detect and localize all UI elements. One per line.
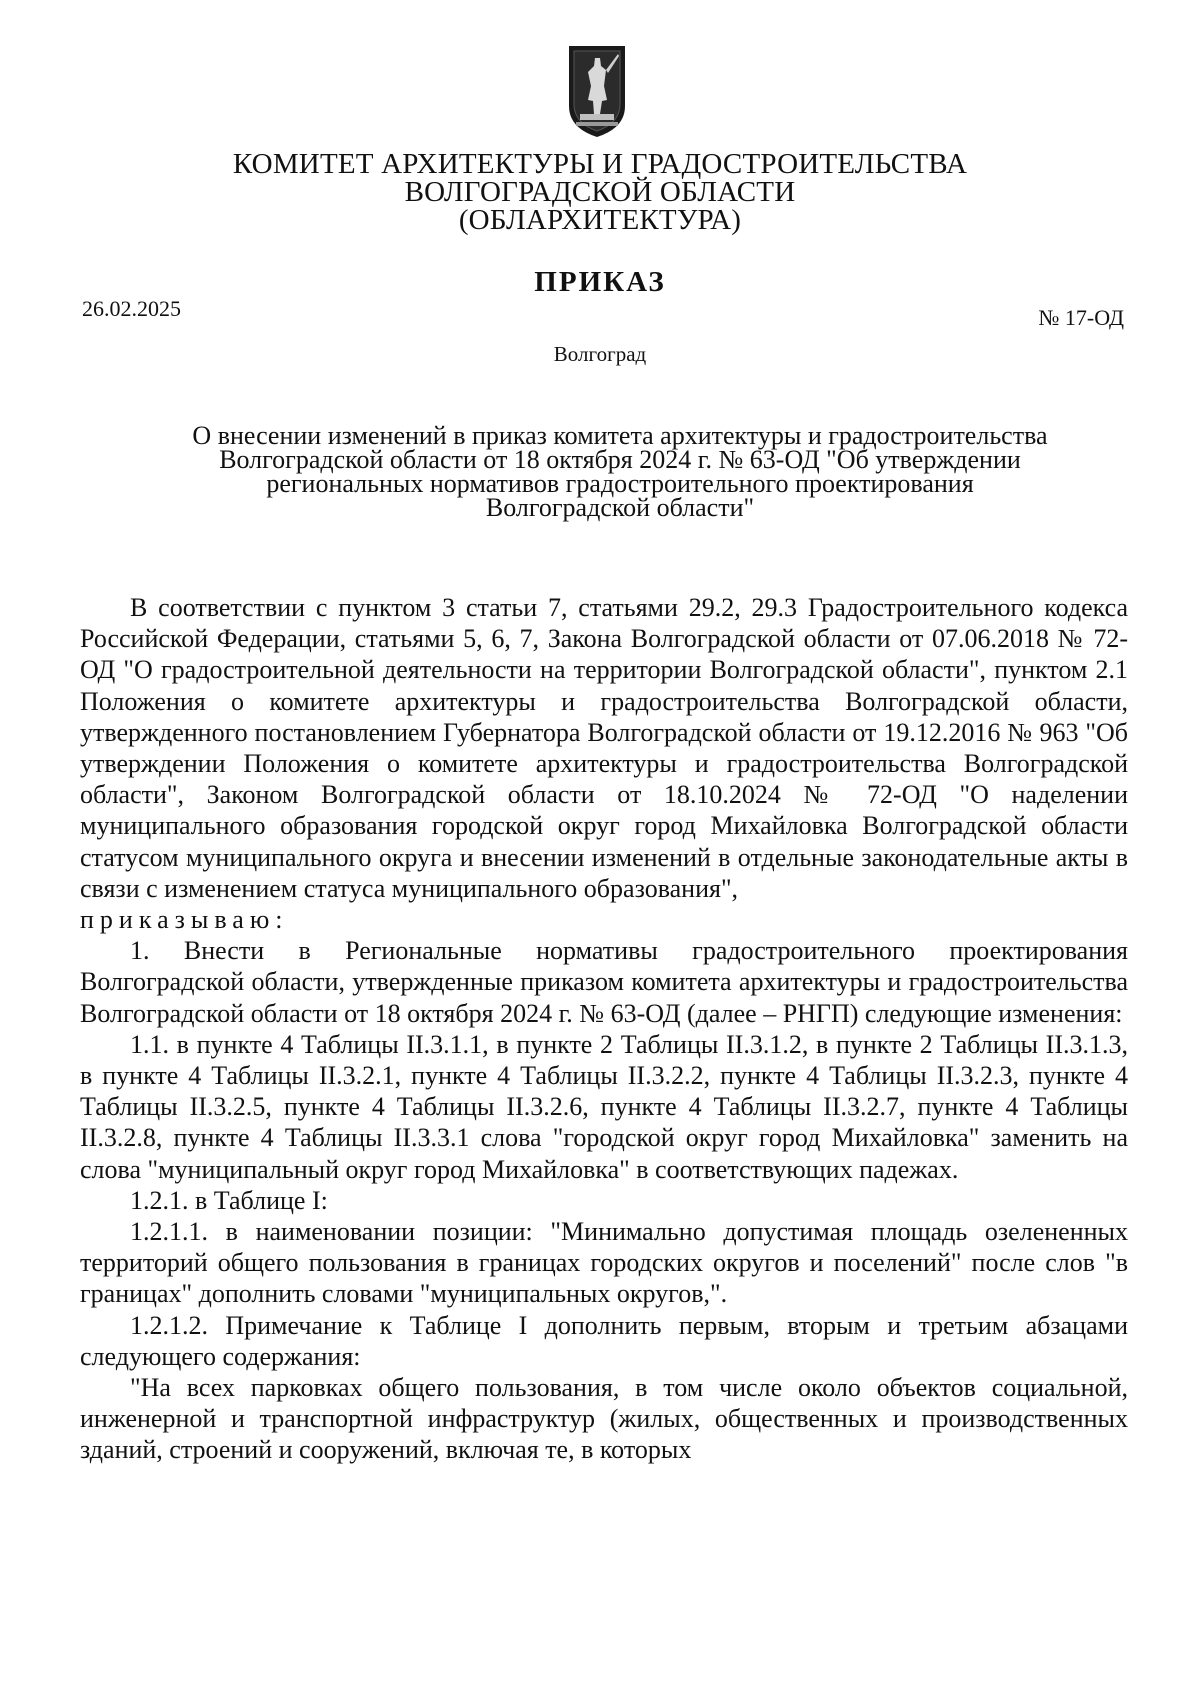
paragraph-item-1-2-1-2: 1.2.1.2. Примечание к Таблице I дополнить первым, вторым и третьим абзацами следующего содержания: xyxy=(80,1310,1128,1371)
org-line: (ОБЛАРХИТЕКТУРА) xyxy=(458,204,742,236)
order-date: 26.02.2025 xyxy=(82,296,181,321)
coat-of-arms-icon xyxy=(566,44,628,139)
order-word: приказываю: xyxy=(80,905,289,935)
paragraph-preamble: В соответствии с пунктом 3 статьи 7, статьями 29.2, 29.3 Градостроительного кодекса Российской Федерации, статьями 5, 6, 7, Закона Волгоградской области от 07.06.2018 № 72-ОД "О градостроительной деятельности на территории Волгоградской области", пунктом 2.1 Положения о комитете архитектуры и градостроительства Волгоградской области, утвержденного постановлением Губернатора Волгоградской области от 19.12.2016 № 963 "Об утверждении Положения о комитете архитектуры и градостроительства Волгоградской области", Законом Волгоградской области от 18.10.2024 № 72-ОД "О наделении муниципального образования городской округ город Михайловка Волгоградской области статусом муниципального округа и внесении изменений в отдельные законодательные акты в связи с изменением статуса муниципального образования", xyxy=(80,593,1128,903)
paragraph-item-1: 1. Внести в Региональные нормативы градостроительного проектирования Волгоградской области, утвержденные приказом комитета архитектуры и градостроительства Волгоградской области от 18 октября 2024 г. № 63-ОД (далее – РНГП) следующие изменения: xyxy=(80,936,1128,1028)
order-body xyxy=(80,592,1128,1466)
org-line: ВОЛГОГРАДСКОЙ ОБЛАСТИ xyxy=(404,176,796,208)
paragraph-quote: "На всех парковках общего пользования, в том числе около объектов социальной, инженерной и транспортной инфраструктур (жилых, общественных и производственных зданий, строений и сооружений, включая те, в которых xyxy=(80,1373,1128,1465)
document-type: ПРИКАЗ xyxy=(534,266,666,298)
paragraph-item-1-2-1: 1.2.1. в Таблице I: xyxy=(130,1185,328,1215)
subject-line: Волгоградской области от 18 октября 2024 г. № 63-ОД "Об утверждении xyxy=(219,445,1021,474)
subject-line: Волгоградской области" xyxy=(485,493,755,522)
order-subject xyxy=(140,421,1100,522)
paragraph-item-1-1: 1.1. в пункте 4 Таблицы II.3.1.1, в пункте 2 Таблицы II.3.1.2, в пункте 2 Таблицы II.3.1.3, в пункте 4 Таблицы II.3.2.1, пункте 4 Таблицы II.3.2.2, пункте 4 Таблицы II.3.2.3, пункте 4 Таблицы II.3.2.5, пункте 4 Таблицы II.3.2.6, пункте 4 Таблицы II.3.2.7, пункте 4 Таблицы II.3.2.8, пункте 4 Таблицы II.3.3.1 слова "городской округ город Михайловка" заменить на слова "муниципальный округ город Михайловка" в соответствующих падежах. xyxy=(80,1029,1128,1184)
order-number: № 17-ОД xyxy=(1038,305,1124,330)
order-city: Волгоград xyxy=(553,342,647,366)
paragraph-item-1-2-1-1: 1.2.1.1. в наименовании позиции: "Минимально допустимая площадь озелененных территорий общего пользования в границах городских округов и поселений" после слов "в границах" дополнить словами "муниципальных округов,". xyxy=(80,1217,1128,1309)
subject-line: региональных нормативов градостроительного проектирования xyxy=(266,469,974,498)
organization-name xyxy=(120,150,1080,234)
subject-line: О внесении изменений в приказ комитета архитектуры и градостроительства xyxy=(192,421,1048,450)
org-line: КОМИТЕТ АРХИТЕКТУРЫ И ГРАДОСТРОИТЕЛЬСТВА xyxy=(232,148,968,180)
